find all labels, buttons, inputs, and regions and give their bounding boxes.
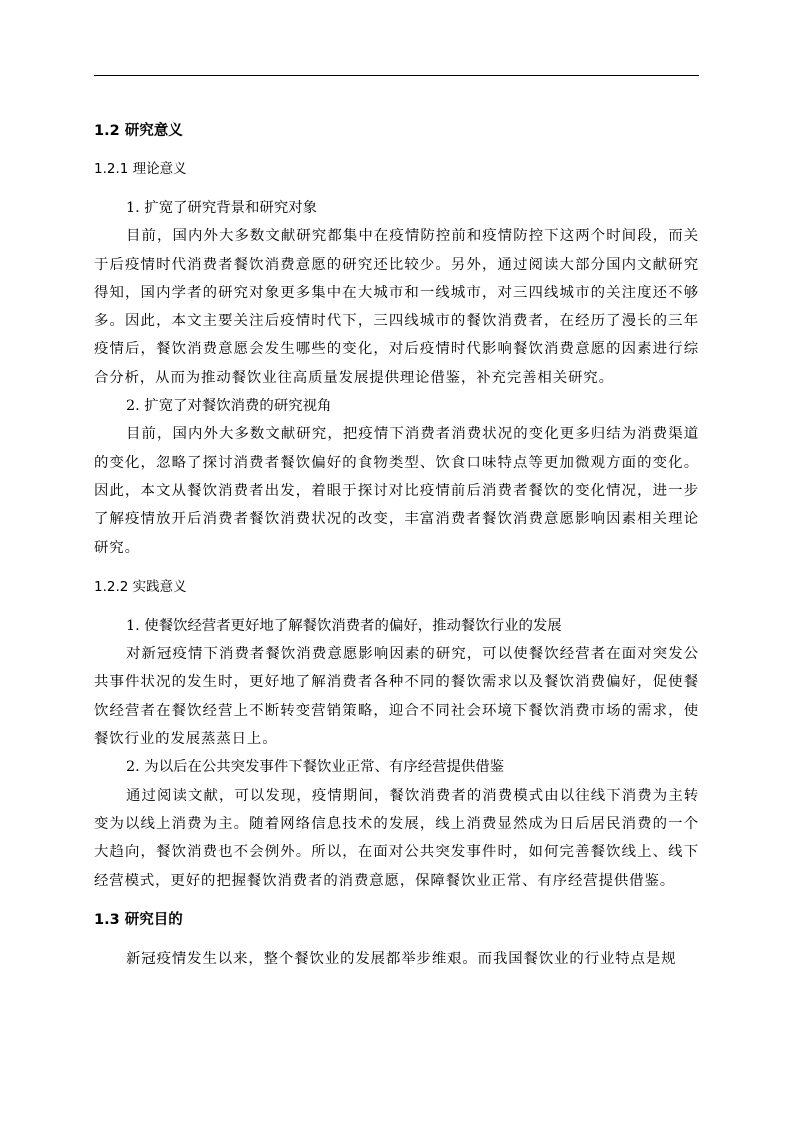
list-item-practice-2: 2. 为以后在公共突发事件下餐饮业正常、有序经营提供借鉴 — [126, 759, 505, 776]
subsection-heading-1-2-1: 1.2.1 理论意义 — [94, 161, 187, 177]
paragraph-practice-1: 对新冠疫情下消费者餐饮消费意愿影响因素的研究，可以使餐饮经营者在面对突发公共事件状况的发生时，更好地了解消费者各种不同的餐饮需求以及餐饮消费偏好，促使餐饮经营者在餐饮经营上不断转变营销策略，迎合不同社会环境下餐饮消费市场的需求，使餐饮行业的发展蒸蒸日上。 — [94, 646, 699, 748]
header-rule — [94, 75, 699, 76]
paragraph-theory-1: 目前，国内外大多数文献研究都集中在疫情防控前和疫情防控下这两个时间段，而关于后疫情时代消费者餐饮消费意愿的研究还比较少。另外，通过阅读大部分国内文献研究得知，国内学者的研究对象更多集中在大城市和一线城市，对三四线城市的关注度还不够多。因此，本文主要关注后疫情时代下，三四线城市的餐饮消费者，在经历了漫长的三年疫情后，餐饮消费意愿会发生哪些的变化，对后疫情时代影响餐饮消费意愿的因素进行综合分析，从而为推动餐饮业往高质量发展提供理论借鉴，补充完善相关研究。 — [94, 228, 699, 386]
paragraph-theory-2: 目前，国内外大多数文献研究，把疫情下消费者消费状况的变化更多归结为消费渠道的变化，忽略了探讨消费者餐饮偏好的食物类型、饮食口味特点等更加微观方面的变化。因此，本文从餐饮消费者出发，着眼于探讨对比疫情前后消费者餐饮的变化情况，进一步了解疫情放开后消费者餐饮消费状况的改变，丰富消费者餐饮消费意愿影响因素相关理论研究。 — [94, 426, 699, 556]
section-heading-1-2: 1.2 研究意义 — [94, 123, 183, 139]
page-content — [94, 116, 699, 973]
list-item-practice-1: 1. 使餐饮经营者更好地了解餐饮消费者的偏好，推动餐饮行业的发展 — [126, 617, 562, 634]
subsection-heading-1-2-2: 1.2.2 实践意义 — [94, 578, 187, 595]
paragraph-purpose-1: 新冠疫情发生以来，整个餐饮业的发展都举步维艰。而我国餐饮业的行业特点是规 — [126, 950, 677, 967]
paragraph-practice-2: 通过阅读文献，可以发现，疫情期间，餐饮消费者的消费模式由以往线下消费为主转变为以线上消费为主。随着网络信息技术的发展，线上消费显然成为日后居民消费的一个大趋向，餐饮消费也不会例外。所以，在面对公共突发事件时，如何完善餐饮线上、线下经营模式，更好的把握餐饮消费者的消费意愿，保障餐饮业正常、有序经营提供借鉴。 — [94, 787, 699, 889]
list-item-theory-2: 2. 扩宽了对餐饮消费的研究视角 — [126, 398, 332, 415]
list-item-theory-1: 1. 扩宽了研究背景和研究对象 — [126, 200, 317, 216]
section-heading-1-3: 1.3 研究目的 — [94, 911, 183, 928]
